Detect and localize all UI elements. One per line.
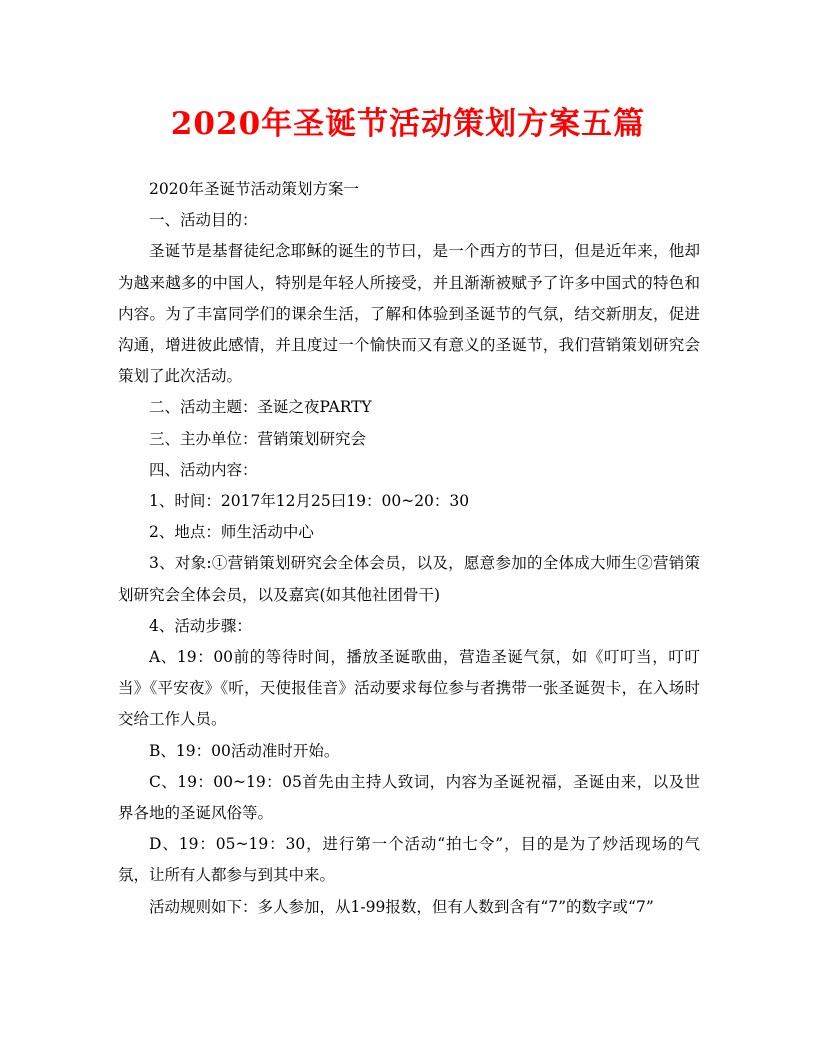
paragraph: 活动规则如下：多人参加，从1-99报数，但有人数到含有“7”的数字或“7” [149, 897, 654, 916]
paragraph: 三、主办单位：营销策划研究会 [149, 429, 367, 448]
document-title: 2020年圣诞节活动策划方案五篇 [170, 106, 646, 142]
paragraph: 3、对象:①营销策划研究会全体会员，以及，愿意参加的全体成大师生②营销策划研究会全体会员，以及嘉宾(如其他社团骨干) [118, 554, 700, 604]
section-heading: 2020年圣诞节活动策划方案一 [149, 180, 359, 198]
paragraph: 圣诞节是基督徒纪念耶稣的诞生的节曰，是一个西方的节曰，但是近年来，他却为越来越多的中国人，特别是年轻人所接受，并且渐渐被赋予了许多中国式的特色和内容。为了丰富同学们的课余生活，了解和体验到圣诞节的气氛，结交新朋友，促进沟通，增进彼此感情，并且度过一个愉快而又有意义的圣诞节，我们营销策划研究会策划了此次活动。 [118, 242, 700, 386]
paragraph: 2、地点：师生活动中心 [149, 523, 314, 542]
paragraph: C、19：00~19：05首先由主持人致词，内容为圣诞祝福，圣诞由来，以及世界各地的圣诞风俗等。 [118, 772, 700, 823]
paragraph: 四、活动内容： [149, 460, 258, 479]
paragraph: 1、时间：2017年12月25曰19：00~20：30 [149, 492, 470, 511]
paragraph: 二、活动主题：圣诞之夜PARTY [149, 398, 372, 417]
paragraph: D、19：05~19：30，进行第一个活动“拍七令”，目的是为了炒活现场的气氛，让所有人都参与到其中来。 [118, 835, 700, 885]
document-body [118, 174, 700, 923]
paragraph: B、19：00活动准时开始。 [149, 741, 340, 760]
paragraph: 4、活动步骤： [149, 616, 252, 635]
paragraph: 一、活动目的： [149, 211, 258, 230]
paragraph: A、19：00前的等待时间，播放圣诞歌曲，营造圣诞气氛，如《叮叮当，叮叮当》《平安夜》《听，天使报佳音》活动要求每位参与者携带一张圣诞贺卡，在入场时交给工作人员。 [118, 648, 700, 729]
